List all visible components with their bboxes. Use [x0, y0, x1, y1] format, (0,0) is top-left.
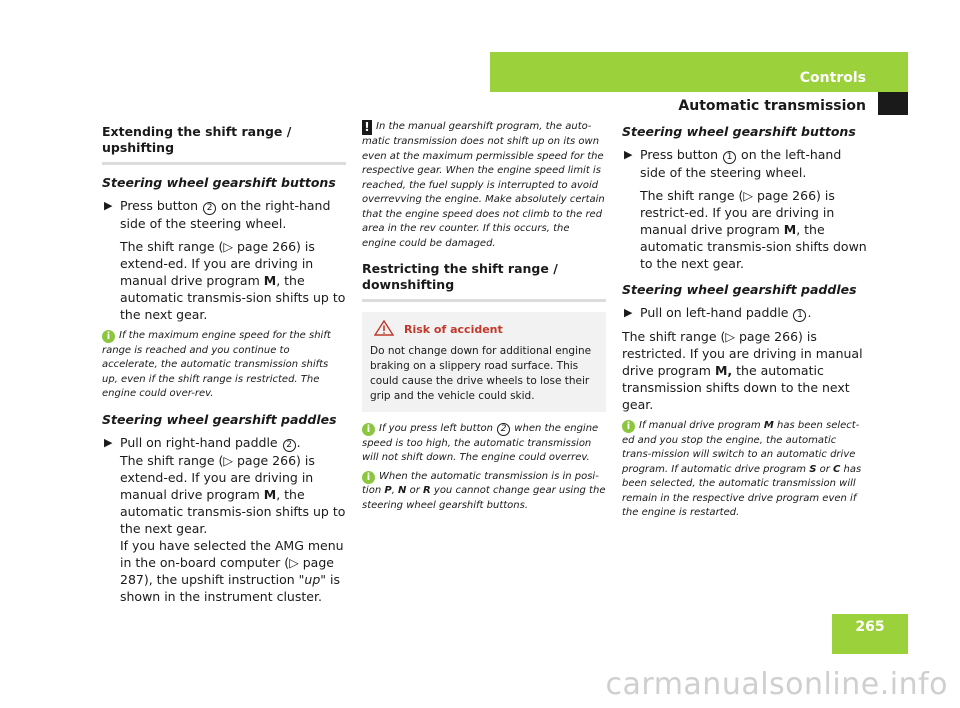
info-note: i If manual drive program M has been select-ed and you stop the engine, the automatic trans-mission will switch to an automatic drive program. If automatic drive program S or C has been selected, the automatic transmission will remain in the respective drive program even if the engine is restarted.	[622, 420, 862, 518]
number-2-icon: 2	[283, 439, 296, 452]
step-detail: The shift range (▷ page 266) is restrict-ed. If you are driving in manual drive program M, the automatic transmis-sion shifts down to the next gear.	[640, 188, 867, 271]
step-item: ▶ Press button 2 on the right-hand side of the steering wheel.	[104, 198, 331, 231]
info-note: i If the maximum engine speed for the shift range is reached and you continue to accelerate, the automatic transmission shifts up, even if the shift range is restricted. The engine could over-rev.	[102, 330, 331, 399]
step-item: ▶ Pull on right-hand paddle 2 . The shift range (▷ page 266) is extend-ed. If you are driving in manual drive program M, the automatic transmis-sion shifts up to the next gear. If you have selected the AMG menu in the on-board computer (▷ page 287), the upshift instruction "up" is shown in the instrument cluster.	[104, 434, 346, 604]
header-marker	[878, 92, 908, 115]
info-note: i If you press left button 2 when the engine speed is too high, the automatic transmission will not shift down. The engine could overrev.	[362, 423, 599, 463]
info-icon: i	[362, 471, 375, 484]
subheading: Steering wheel gearshift paddles	[102, 411, 337, 427]
number-2-icon: 2	[497, 423, 510, 436]
bullet-arrow-icon: ▶	[104, 199, 113, 212]
watermark: carmanualsonline.info	[605, 667, 948, 702]
section-title: Controls	[799, 70, 866, 86]
subheading: Steering wheel gearshift buttons	[622, 124, 856, 139]
page-ref-arrow-icon: ▷	[223, 239, 234, 254]
info-icon: i	[102, 330, 115, 343]
section-heading: Extending the shift range / upshifting	[102, 124, 292, 155]
bullet-arrow-icon: ▶	[624, 306, 633, 319]
info-icon: i	[622, 420, 635, 433]
caution-note: ! In the manual gearshift program, the auto-matic transmission does not shift up on its own even at the maximum permissible speed for the respective gear. When the engine speed limit is reached, the fuel supply is interrupted to avoid overrevving the engine. Make absolutely certain that the engine speed does not climb to the red area in the rev counter. If this occurs, the engine could be damaged.	[362, 120, 605, 249]
warning-box	[362, 312, 606, 412]
info-note: i When the automatic transmission is in posi-tion P, N or R you cannot change gear using the steering wheel gearshift buttons.	[362, 470, 606, 511]
number-2-icon: 2	[203, 202, 216, 215]
page-number: 265	[855, 619, 885, 635]
page-ref-arrow-icon: ▷	[743, 188, 754, 203]
warning-title: Risk of accident	[370, 320, 598, 336]
bullet-arrow-icon: ▶	[104, 435, 113, 449]
column-2	[362, 120, 606, 513]
subheading: Steering wheel gearshift paddles	[622, 282, 857, 297]
exclamation-icon: !	[362, 120, 372, 135]
step-item: ▶ Pull on left-hand paddle 1 .	[624, 305, 812, 320]
page-title: Automatic transmission	[678, 98, 866, 114]
number-1-icon: 1	[723, 151, 736, 164]
column-1	[102, 124, 346, 605]
heading-rule	[362, 299, 606, 302]
info-icon: i	[362, 423, 375, 436]
page-ref-arrow-icon: ▷	[223, 452, 234, 468]
page-ref-arrow-icon: ▷	[289, 554, 299, 570]
section-heading: Restricting the shift range / downshifting	[362, 261, 558, 292]
step-detail: The shift range (▷ page 266) is extend-ed. If you are driving in manual drive program M, the automatic transmis-sion shifts up to the next gear.	[120, 239, 346, 322]
page-ref-arrow-icon: ▷	[725, 329, 736, 344]
bullet-arrow-icon: ▶	[624, 148, 633, 161]
column-3	[622, 124, 868, 521]
step-item: ▶ Press button 1 on the left-hand side of the steering wheel.	[624, 147, 842, 180]
subheading: Steering wheel gearshift buttons	[102, 175, 336, 190]
body-text: The shift range (▷ page 266) is restricted. If you are driving in manual drive program M, the automatic transmission shifts down to the next gear.	[622, 329, 863, 412]
number-1-icon: 1	[793, 309, 806, 322]
warning-triangle-icon	[374, 320, 394, 336]
warning-text: Do not change down for additional engine braking on a slippery road surface. This could cause the drive wheels to lose their grip and the vehicle could skid.	[370, 345, 592, 402]
heading-rule	[102, 162, 346, 165]
